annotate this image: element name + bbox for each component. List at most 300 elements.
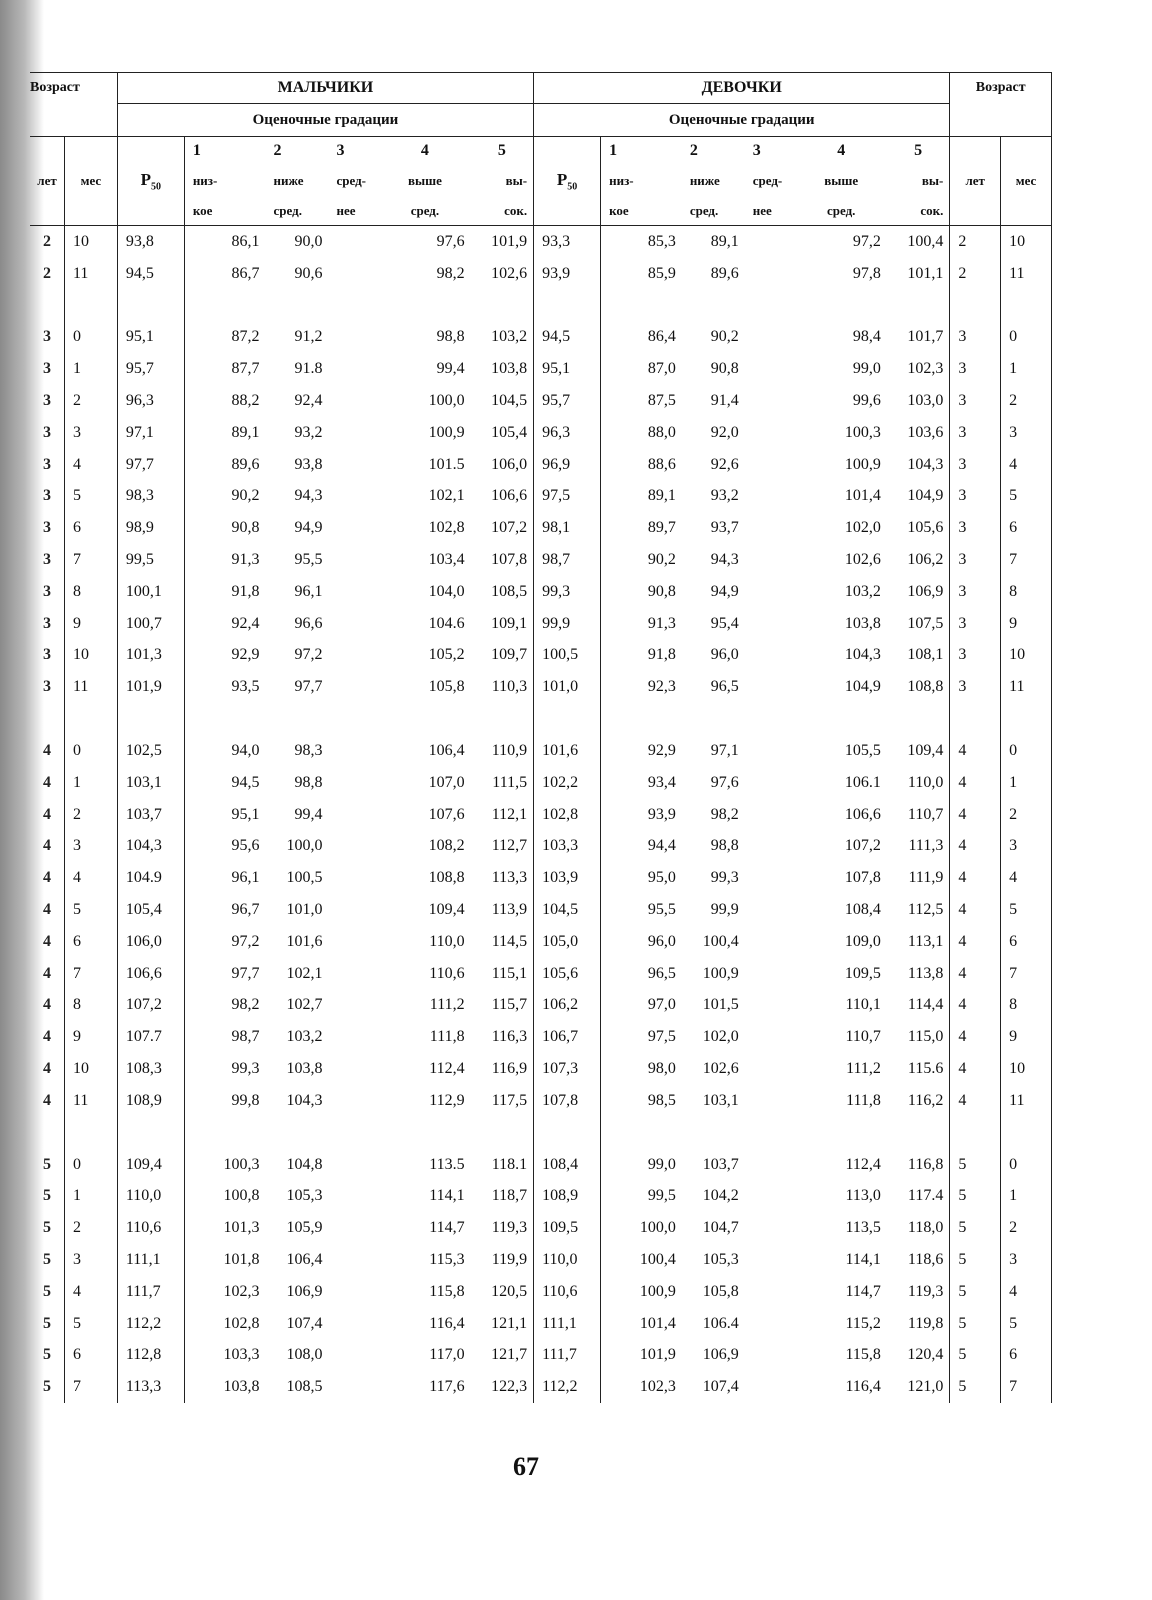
- boys-grade-low: 89,6: [184, 449, 265, 481]
- boys-grade-low: 100,8: [184, 1181, 265, 1213]
- boys-grade-below-avg: 97,2: [294, 646, 323, 664]
- girls-grade-above-avg: 110,7: [845, 1028, 881, 1046]
- age-years-left: 4: [43, 805, 51, 823]
- gap-cell: [471, 290, 534, 322]
- boys-p50: 103,7: [117, 799, 184, 831]
- boys-grade-high: 119,3: [491, 1219, 528, 1237]
- table-row: [30, 512, 1052, 544]
- gap-cell: [65, 290, 118, 322]
- age-years-left: 4: [43, 996, 51, 1014]
- boys-grade-high: 116,9: [491, 1060, 528, 1078]
- boys-grade-avg-empty: [328, 512, 379, 544]
- boys-grade-low: 102,8: [184, 1308, 265, 1340]
- boys-grade-below-avg: 95,5: [294, 551, 323, 569]
- boys-grade-low: 91,8: [184, 576, 265, 608]
- age-years-left: 3: [43, 455, 51, 473]
- girls-grade-low: 90,2: [601, 544, 682, 576]
- age-months-right: 10: [1001, 640, 1052, 672]
- gap-cell: [266, 1117, 329, 1149]
- boys-p50: 108,3: [117, 1053, 184, 1085]
- gap-cell: [30, 290, 65, 322]
- table-row: [30, 799, 1052, 831]
- boys-grade-high: 106,0: [491, 455, 528, 473]
- age-months-right: 6: [1001, 926, 1052, 958]
- table-row: [30, 385, 1052, 417]
- girls-grade-below-avg: 107,4: [702, 1378, 739, 1396]
- boys-grade-avg-empty: [328, 258, 379, 290]
- age-months-left: 7: [65, 1371, 118, 1403]
- girls-p50: 102,8: [534, 799, 601, 831]
- boys-grade-above-avg: 97,6: [436, 232, 465, 250]
- girls-grade-low: 101,4: [601, 1308, 682, 1340]
- girls-p50: 104,5: [534, 894, 601, 926]
- girls-grade-high: 119,8: [907, 1314, 944, 1332]
- boys-grade-below-avg: 93,8: [294, 455, 323, 473]
- age-years-left: 3: [43, 582, 51, 600]
- boys-grade-above-avg: 99,4: [436, 360, 465, 378]
- girls-grade-avg-empty: [745, 735, 796, 767]
- age-months-right: 5: [1001, 894, 1052, 926]
- boys-grade-above-avg: 117,6: [429, 1378, 465, 1396]
- girls-grade-low: 92,3: [601, 671, 682, 703]
- boys-grade-low: 91,3: [184, 544, 265, 576]
- boys-grade-below-avg: 108,5: [286, 1378, 323, 1396]
- girls-p50: 103,3: [534, 831, 601, 863]
- girls-grade-low: 90,8: [601, 576, 682, 608]
- girls-grade-low: 98,5: [601, 1085, 682, 1117]
- boys-grade-below-avg: 106,9: [286, 1282, 323, 1300]
- boys-grade-above-avg: 107,0: [428, 773, 465, 791]
- boys-grade-high: 101,9: [491, 232, 528, 250]
- boys-grade-below-avg: 107,4: [286, 1314, 323, 1332]
- age-months-right: 3: [1001, 831, 1052, 863]
- months-label-right: мес: [1001, 165, 1052, 197]
- girls-p50: 103,9: [534, 862, 601, 894]
- boys-gradations: Оценочные градации: [117, 104, 533, 137]
- gap-cell: [266, 703, 329, 735]
- girls-grade-high: 115,0: [907, 1028, 944, 1046]
- age-months-right: 2: [1001, 1212, 1052, 1244]
- age-months-left: 6: [65, 1340, 118, 1372]
- boys-grade-low: 95,6: [184, 831, 265, 863]
- age-months-right: 0: [1001, 735, 1052, 767]
- girls-grade-avg-empty: [745, 958, 796, 990]
- girls-grade-below-avg: 105,8: [702, 1282, 739, 1300]
- boys-p50: 97,1: [117, 417, 184, 449]
- boys-grade-avg-empty: [328, 1244, 379, 1276]
- table-row: [30, 862, 1052, 894]
- girls-p50: 98,7: [534, 544, 601, 576]
- girls-grade-avg-empty: [745, 417, 796, 449]
- age-months-left: 8: [65, 576, 118, 608]
- boys-p50: 112,2: [117, 1308, 184, 1340]
- boys-grade-avg-empty: [328, 353, 379, 385]
- boys-p50: 106,0: [117, 926, 184, 958]
- girls-p50: 101,0: [534, 671, 601, 703]
- age-years-right: 4: [950, 862, 1001, 894]
- age-years-right: 5: [950, 1212, 1001, 1244]
- boys-grade-high: 104,5: [491, 392, 528, 410]
- gap-cell: [796, 290, 887, 322]
- girls-grade-avg-empty: [745, 1181, 796, 1213]
- girls-grade-avg-empty: [745, 322, 796, 354]
- hdr-empty: [534, 137, 601, 166]
- boys-grade-low: 88,2: [184, 385, 265, 417]
- boys-grade-above-avg: 111,2: [429, 996, 465, 1014]
- table-row: [30, 831, 1052, 863]
- boys-grade-below-avg: 99,4: [294, 805, 323, 823]
- age-years-left: 2: [43, 232, 51, 250]
- gap-cell: [1001, 290, 1052, 322]
- girls-grade-5: 5: [887, 137, 950, 166]
- girls-grade-below-avg: 98,8: [710, 837, 739, 855]
- boys-grade-above-avg: 106,4: [428, 742, 465, 760]
- hdr-empty: [1001, 137, 1052, 166]
- girls-grade-high: 117.4: [907, 1187, 944, 1205]
- age-years-right: 5: [950, 1244, 1001, 1276]
- age-years-right: 3: [950, 322, 1001, 354]
- boys-p50: 107,2: [117, 990, 184, 1022]
- boys-p50: 104.9: [117, 862, 184, 894]
- girls-grade-avg-empty: [745, 1244, 796, 1276]
- table-row: [30, 1053, 1052, 1085]
- girls-grade-avg-empty: [745, 1212, 796, 1244]
- boys-grade-below-avg: 105,9: [286, 1219, 323, 1237]
- age-months-left: 5: [65, 894, 118, 926]
- girls-p50: 96,9: [534, 449, 601, 481]
- age-months-right: 11: [1001, 258, 1052, 290]
- boys-p50: 112,8: [117, 1340, 184, 1372]
- boys-grade-above-avg: 110,6: [429, 964, 465, 982]
- years-label-left: лет: [37, 173, 57, 188]
- girls-grade-low: 96,5: [601, 958, 682, 990]
- boys-grade-low: 86,1: [184, 226, 265, 258]
- boys-grade-above-avg: 102,8: [428, 519, 465, 537]
- year-gap-row: [30, 1117, 1052, 1149]
- girls-grade-below-avg: 106.4: [702, 1314, 739, 1332]
- girls-grade-avg-empty: [745, 1308, 796, 1340]
- months-label-left: мес: [65, 165, 118, 197]
- boys-grade-avg-empty: [328, 449, 379, 481]
- boys-p50: 110,6: [117, 1212, 184, 1244]
- age-months-right: 5: [1001, 1308, 1052, 1340]
- girls-grade-low: 88,6: [601, 449, 682, 481]
- boys-grade-below-avg: 90,6: [294, 264, 323, 282]
- girls-grade-high: 100,4: [907, 232, 944, 250]
- girls-grade-high: 111,9: [908, 869, 944, 887]
- boys-grade-below-avg: 100,0: [286, 837, 323, 855]
- girls-grade-high: 110,0: [907, 773, 944, 791]
- table-row: [30, 894, 1052, 926]
- girls-grade-line2: сред.: [682, 197, 745, 226]
- boys-grade-avg-empty: [328, 990, 379, 1022]
- gap-cell: [328, 290, 379, 322]
- gap-cell: [184, 703, 265, 735]
- girls-grade-above-avg: 111,8: [846, 1091, 881, 1109]
- age-months-right: 2: [1001, 385, 1052, 417]
- girls-grade-high: 106,9: [907, 582, 944, 600]
- gap-cell: [534, 290, 601, 322]
- boys-grade-high: 113,3: [491, 869, 528, 887]
- boys-grade-above-avg: 115,3: [429, 1251, 465, 1268]
- age-months-right: 5: [1001, 481, 1052, 513]
- age-years-left: 3: [43, 646, 51, 664]
- boys-grade-avg-empty: [328, 417, 379, 449]
- gap-cell: [534, 1117, 601, 1149]
- gap-cell: [745, 290, 796, 322]
- girls-grade-avg-empty: [745, 1021, 796, 1053]
- age-months-left: 4: [65, 1276, 118, 1308]
- page-number: 67: [513, 1452, 539, 1481]
- girls-grade-high: 108,1: [907, 646, 944, 664]
- age-months-left: 2: [65, 385, 118, 417]
- age-months-right: 7: [1001, 544, 1052, 576]
- girls-grade-avg-empty: [745, 226, 796, 258]
- age-years-left: 4: [43, 773, 51, 791]
- girls-p50: 107,8: [534, 1085, 601, 1117]
- age-years-left: 4: [43, 1060, 51, 1078]
- age-years-right: 4: [950, 1021, 1001, 1053]
- girls-grade-avg-empty: [745, 1053, 796, 1085]
- age-years-left: 3: [43, 360, 51, 378]
- age-years-right: 4: [950, 894, 1001, 926]
- girls-grade-below-avg: 89,1: [710, 232, 739, 250]
- age-months-left: 9: [65, 608, 118, 640]
- boys-p50: 104,3: [117, 831, 184, 863]
- boys-grade-below-avg: 102,7: [286, 996, 323, 1014]
- age-years-right: 4: [950, 958, 1001, 990]
- boys-grade-high: 113,9: [491, 901, 528, 919]
- table-row: [30, 1149, 1052, 1181]
- boys-grade-avg-empty: [328, 1181, 379, 1213]
- table-row: [30, 353, 1052, 385]
- table-body: [30, 226, 1052, 1404]
- boys-grade-above-avg: 109,4: [428, 901, 465, 919]
- table-row: [30, 671, 1052, 703]
- age-months-right: 10: [1001, 1053, 1052, 1085]
- gap-cell: [30, 1117, 65, 1149]
- age-months-right: 0: [1001, 322, 1052, 354]
- girls-grade-above-avg: 114,7: [845, 1282, 881, 1300]
- age-months-left: 10: [65, 226, 118, 258]
- girls-grade-low: 99,5: [601, 1181, 682, 1213]
- gap-cell: [950, 703, 1001, 735]
- boys-grade-low: 92,9: [184, 640, 265, 672]
- table-row: [30, 1085, 1052, 1117]
- age-years-right: 4: [950, 735, 1001, 767]
- age-months-right: 11: [1001, 671, 1052, 703]
- age-years-left: 4: [43, 932, 51, 950]
- girls-p50: 111,1: [534, 1308, 601, 1340]
- girls-grade-below-avg: 102,6: [702, 1060, 739, 1078]
- boys-grade-low: 90,2: [184, 481, 265, 513]
- girls-p50: 112,2: [534, 1371, 601, 1403]
- age-months-left: 4: [65, 862, 118, 894]
- gap-cell: [682, 290, 745, 322]
- girls-grade-high: 101,1: [907, 264, 944, 282]
- age-months-right: 3: [1001, 417, 1052, 449]
- boys-grade-low: 101,8: [184, 1244, 265, 1276]
- boys-grade-high: 111,5: [492, 773, 528, 791]
- girls-grade-avg-empty: [745, 1340, 796, 1372]
- girls-grade-below-avg: 97,6: [710, 773, 739, 791]
- girls-grade-avg-empty: [745, 608, 796, 640]
- boys-grade-avg-empty: [328, 1021, 379, 1053]
- age-months-left: 10: [65, 1053, 118, 1085]
- age-years-right: 4: [950, 767, 1001, 799]
- girls-grade-high: 104,3: [907, 455, 944, 473]
- boys-grade-above-avg: 114,7: [429, 1219, 465, 1237]
- boys-p50: 105,4: [117, 894, 184, 926]
- girls-grade-above-avg: 104,3: [844, 646, 881, 664]
- girls-grade-high: 111,3: [908, 837, 944, 855]
- boys-grade-avg-empty: [328, 671, 379, 703]
- age-years-left: 3: [43, 614, 51, 632]
- girls-grade-high: 102,3: [907, 360, 944, 378]
- boys-grade-line2: сок.: [471, 197, 534, 226]
- gap-cell: [682, 1117, 745, 1149]
- boys-grade-below-avg: 97,7: [294, 678, 323, 696]
- boys-grade-low: 97,2: [184, 926, 265, 958]
- boys-grade-line1: низ-: [184, 165, 265, 197]
- gap-cell: [745, 703, 796, 735]
- girls-p50: 109,5: [534, 1212, 601, 1244]
- girls-grade-below-avg: 104,2: [702, 1187, 739, 1205]
- age-years-left: 5: [43, 1155, 51, 1173]
- girls-grade-below-avg: 92,0: [710, 423, 739, 441]
- boys-grade-low: 86,7: [184, 258, 265, 290]
- age-years-right: 3: [950, 353, 1001, 385]
- age-years-right: 3: [950, 417, 1001, 449]
- girls-grade-high: 113,1: [907, 932, 944, 950]
- table-row: [30, 735, 1052, 767]
- age-months-left: 6: [65, 512, 118, 544]
- girls-grade-avg-empty: [745, 831, 796, 863]
- gap-cell: [328, 1117, 379, 1149]
- age-years-left: 4: [43, 869, 51, 887]
- girls-grade-high: 104,9: [907, 487, 944, 505]
- boys-p50: 111,7: [117, 1276, 184, 1308]
- age-years-left: 3: [43, 392, 51, 410]
- girls-p50: 95,7: [534, 385, 601, 417]
- girls-grade-low: 93,9: [601, 799, 682, 831]
- age-months-left: 10: [65, 640, 118, 672]
- boys-grade-low: 94,0: [184, 735, 265, 767]
- boys-grade-below-avg: 101,6: [286, 932, 323, 950]
- age-years-right: 3: [950, 640, 1001, 672]
- girls-grade-below-avg: 105,3: [702, 1251, 739, 1268]
- table-row: [30, 544, 1052, 576]
- boys-grade-avg-empty: [328, 1149, 379, 1181]
- girls-grade-low: 87,5: [601, 385, 682, 417]
- girls-p50: 105,6: [534, 958, 601, 990]
- boys-p50: 99,5: [117, 544, 184, 576]
- girls-grade-low: 88,0: [601, 417, 682, 449]
- boys-grade-avg-empty: [328, 1212, 379, 1244]
- boys-grade-high: 120,5: [491, 1282, 528, 1300]
- girls-grade-low: 89,1: [601, 481, 682, 513]
- age-years-left: 3: [43, 328, 51, 346]
- age-years-left: 4: [43, 964, 51, 982]
- age-months-left: 1: [65, 353, 118, 385]
- boys-grade-low: 95,1: [184, 799, 265, 831]
- girls-grade-low: 91,3: [601, 608, 682, 640]
- boys-grade-below-avg: 90,0: [294, 232, 323, 250]
- table-row: [30, 322, 1052, 354]
- boys-p50: 95,1: [117, 322, 184, 354]
- boys-grade-line1: выше: [407, 173, 442, 188]
- boys-grade-below-avg: 96,1: [294, 582, 323, 600]
- boys-grade-low: 99,3: [184, 1053, 265, 1085]
- age-months-right: 1: [1001, 767, 1052, 799]
- age-months-left: 0: [65, 322, 118, 354]
- girls-grade-high: 116,8: [907, 1155, 944, 1173]
- age-months-right: 4: [1001, 449, 1052, 481]
- boys-grade-low: 92,4: [184, 608, 265, 640]
- girls-grade-above-avg: 115,8: [845, 1346, 881, 1364]
- boys-grade-above-avg: 117,0: [429, 1346, 465, 1364]
- hdr-empty: [30, 137, 65, 166]
- gap-cell: [471, 703, 534, 735]
- girls-grade-high: 112,5: [907, 901, 944, 919]
- boys-grade-avg-empty: [328, 894, 379, 926]
- girls-grade-high: 101,7: [907, 328, 944, 346]
- girls-grade-low: 95,0: [601, 862, 682, 894]
- gap-cell: [379, 703, 470, 735]
- gap-cell: [471, 1117, 534, 1149]
- boys-grade-below-avg: 103,2: [286, 1028, 323, 1046]
- boys-grade-high: 116,3: [491, 1028, 528, 1046]
- girls-p50: 93,9: [534, 258, 601, 290]
- boys-grade-below-avg: 104,3: [286, 1091, 323, 1109]
- age-months-left: 0: [65, 1149, 118, 1181]
- boys-grade-avg-empty: [328, 640, 379, 672]
- girls-grade-avg-empty: [745, 862, 796, 894]
- girls-grade-above-avg: 107,2: [844, 837, 881, 855]
- girls-gradations: Оценочные градации: [534, 104, 950, 137]
- girls-p50: 98,1: [534, 512, 601, 544]
- boys-grade-above-avg: 113.5: [429, 1155, 465, 1173]
- boys-grade-above-avg: 112,4: [429, 1060, 465, 1078]
- age-months-right: 6: [1001, 512, 1052, 544]
- boys-grade-avg-empty: [328, 544, 379, 576]
- boys-grade-line1: сред-: [336, 173, 366, 188]
- girls-grade-low: 86,4: [601, 322, 682, 354]
- year-gap-row: [30, 703, 1052, 735]
- table-row: [30, 481, 1052, 513]
- age-months-left: 7: [65, 958, 118, 990]
- girls-grade-high: 109,4: [907, 742, 944, 760]
- girls-grade-avg-empty: [745, 481, 796, 513]
- age-right-spacer: [950, 104, 1052, 137]
- boys-grade-avg-empty: [328, 831, 379, 863]
- age-years-right: 3: [950, 608, 1001, 640]
- girls-header: ДЕВОЧКИ: [534, 73, 950, 104]
- girls-grade-above-avg: 102,0: [844, 519, 881, 537]
- gap-cell: [887, 1117, 950, 1149]
- table-row: [30, 926, 1052, 958]
- boys-grade-line1: ниже: [273, 173, 304, 188]
- girls-grade-above-avg: 113,5: [845, 1219, 881, 1237]
- boys-grade-line1: вы-: [505, 173, 528, 188]
- girls-grade-low: 99,0: [601, 1149, 682, 1181]
- age-years-right: 5: [950, 1276, 1001, 1308]
- girls-grade-below-avg: 97,1: [710, 742, 739, 760]
- girls-grade-below-avg: 106,9: [702, 1346, 739, 1364]
- boys-grade-low: 102,3: [184, 1276, 265, 1308]
- gap-cell: [379, 1117, 470, 1149]
- boys-grade-avg-empty: [328, 958, 379, 990]
